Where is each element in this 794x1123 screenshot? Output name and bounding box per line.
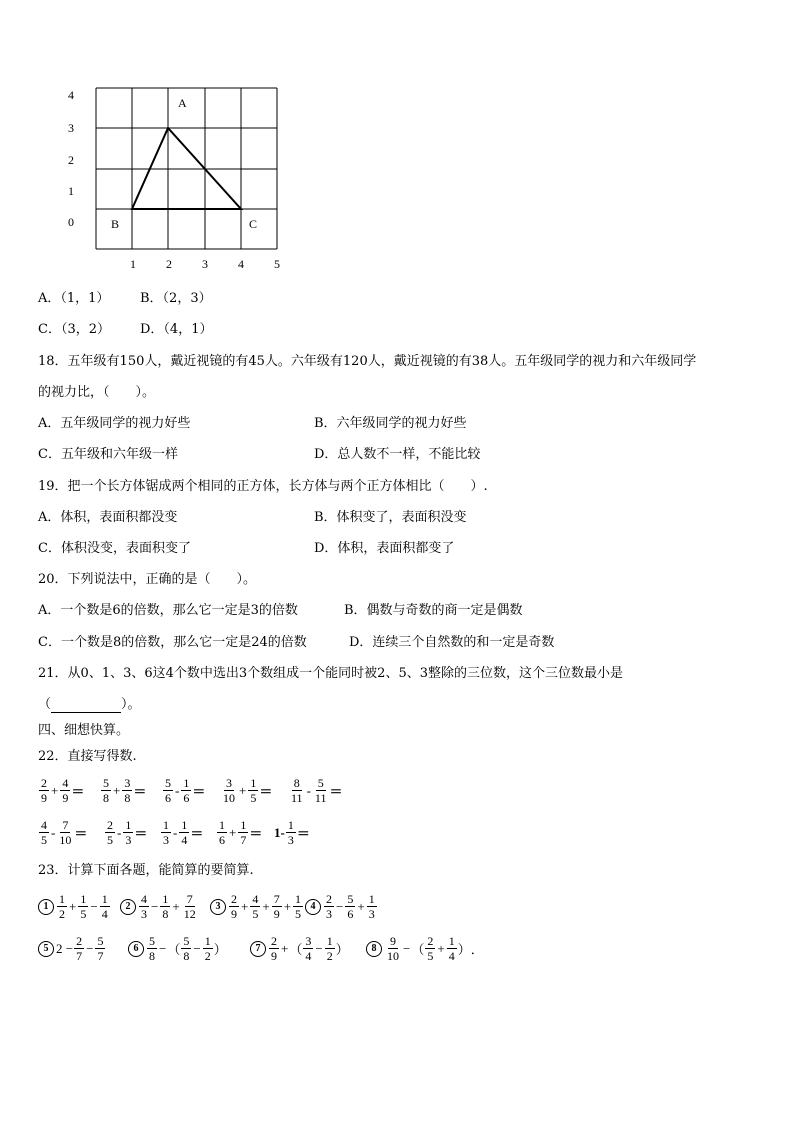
q22-expr-5: $\frac{8}{11}$ - $\frac{5}{11}$ ＝ xyxy=(291,776,343,805)
q18-option-b: B．六年级同学的视力好些 xyxy=(314,416,467,431)
q23-title: 23．计算下面各题，能简算的要简算. xyxy=(38,863,254,878)
fraction: $\frac{4}{5}$ xyxy=(252,892,259,921)
fraction: $\frac{4}{9}$ xyxy=(62,776,69,805)
fraction: $\frac{9}{10}$ xyxy=(387,934,399,963)
section-4-heading: 四、细想快算。 xyxy=(38,723,130,738)
q22-expr-2: $\frac{5}{8}$ + $\frac{3}{8}$ ＝ xyxy=(103,776,147,805)
coordinate-figure xyxy=(60,80,300,280)
y-label-0: 0 xyxy=(68,215,74,229)
q22-expr-9: $\frac{1}{6}$ + $\frac{1}{7}$ ＝ xyxy=(219,818,263,847)
fraction: $\frac{5}{6}$ xyxy=(165,776,171,805)
q19-option-c: C．体积没变，表面积变了 xyxy=(38,541,191,556)
x-label-2: 2 xyxy=(166,257,172,271)
q22-expr-7: $\frac{2}{5}$ - $\frac{1}{3}$ ＝ xyxy=(107,818,148,847)
q17-option-b: B．（2，3） xyxy=(140,291,212,306)
fraction: $\frac{1}{3}$ xyxy=(368,892,375,921)
q21-answer-blank[interactable] xyxy=(51,700,121,713)
q22-expr-1: $\frac{2}{9}$ + $\frac{4}{9}$ ＝ xyxy=(41,776,85,805)
fraction: $\frac{1}{4}$ xyxy=(448,934,455,963)
circled-number-6: 6 xyxy=(128,941,144,957)
q18-stem-line2: 的视力比，（ ）。 xyxy=(38,385,156,400)
fraction: $\frac{3}{8}$ xyxy=(124,776,131,805)
q22-expr-8: $\frac{1}{3}$ - $\frac{1}{4}$ ＝ xyxy=(163,818,204,847)
fraction: $\frac{3}{4}$ xyxy=(305,934,312,963)
circled-number-2: 2 xyxy=(120,899,136,915)
circled-number-4: 4 xyxy=(305,899,321,915)
fraction: $\frac{5}{11}$ xyxy=(314,776,327,805)
fraction: $\frac{2}{9}$ xyxy=(231,892,237,921)
fraction: $\frac{1}{5}$ xyxy=(295,892,302,921)
q20-stem: 20．下列说法中，正确的是（ ）。 xyxy=(38,572,257,587)
q19-option-a: A．体积，表面积都没变 xyxy=(38,510,178,525)
fraction: $\frac{4}{5}$ xyxy=(41,818,47,847)
fraction: $\frac{1}{7}$ xyxy=(240,818,247,847)
fraction: $\frac{5}{8}$ xyxy=(149,934,155,963)
y-label-1: 1 xyxy=(68,184,74,198)
fraction: $\frac{2}{5}$ xyxy=(427,934,434,963)
fraction: $\frac{7}{9}$ xyxy=(273,892,280,921)
point-label-b: B xyxy=(111,217,120,231)
fraction: $\frac{5}{6}$ xyxy=(347,892,354,921)
q22-expr-4: $\frac{3}{10}$ + $\frac{1}{5}$ ＝ xyxy=(223,776,273,805)
fraction: $\frac{2}{5}$ xyxy=(107,818,113,847)
circled-number-5: 5 xyxy=(38,941,54,957)
q17-option-c: C．（3，2） xyxy=(38,322,110,337)
q22-expr-6: $\frac{4}{5}$ - $\frac{7}{10}$ ＝ xyxy=(41,818,88,847)
q22-title: 22．直接写得数. xyxy=(38,749,137,764)
fraction: $\frac{2}{9}$ xyxy=(271,934,277,963)
q17-option-a: A．（1，1） xyxy=(38,291,110,306)
fraction: $\frac{1}{3}$ xyxy=(287,818,294,847)
q19-option-d: D．体积，表面积都变了 xyxy=(314,541,455,556)
q18-option-d: D．总人数不一样，不能比较 xyxy=(314,447,481,462)
q21-stem: 21．从0、1、3、6这4个数中选出3个数组成一个能同时被2、5、3整除的三位数，这个三位数最小是 xyxy=(38,666,623,681)
fraction: $\frac{1}{3}$ xyxy=(163,818,169,847)
q21-open-paren: （ xyxy=(38,697,52,712)
q23-expr-3: 3 $\frac{2}{9}$ + $\frac{4}{5}$ + $\frac{7}{9}$ + $\frac{1}{5}$ xyxy=(210,892,304,921)
fraction: $\frac{1}{2}$ xyxy=(326,934,333,963)
q23-expr-1: 1 $\frac{1}{2}$ + $\frac{1}{5}$ − $\frac{1}{4}$ xyxy=(38,892,111,921)
x-label-4: 4 xyxy=(238,257,244,271)
fraction: $\frac{1}{4}$ xyxy=(181,818,188,847)
q18-stem-line1: 18．五年级有150人，戴近视镜的有45人。六年级有120人，戴近视镜的有38人。五年级同学的视力和六年级同学 xyxy=(38,354,697,369)
fraction: $\frac{1}{8}$ xyxy=(162,892,169,921)
fraction: $\frac{1}{2}$ xyxy=(204,934,211,963)
fraction: $\frac{2}{3}$ xyxy=(326,892,332,921)
fraction: $\frac{5}{7}$ xyxy=(97,934,104,963)
circled-number-8: 8 xyxy=(366,941,382,957)
q19-option-b: B．体积变了，表面积没变 xyxy=(314,510,467,525)
q19-stem: 19．把一个长方体锯成两个相同的正方体，长方体与两个正方体相比（ ）. xyxy=(38,479,488,494)
y-label-3: 3 xyxy=(68,121,74,135)
fraction: $\frac{3}{10}$ xyxy=(223,776,235,805)
q18-option-c: C．五年级和六年级一样 xyxy=(38,447,178,462)
q20-option-b: B．偶数与奇数的商一定是偶数 xyxy=(344,603,523,618)
q21-answer-line xyxy=(38,697,141,713)
q23-expr-7: 7 $\frac{2}{9}$ + （ $\frac{3}{4}$ − $\frac{1}{2}$ ） xyxy=(250,934,349,963)
q23-expr-5: 5 2 − $\frac{2}{7}$ − $\frac{5}{7}$ xyxy=(38,934,106,963)
q21-close-paren: ）。 xyxy=(121,697,141,712)
circled-number-1: 1 xyxy=(38,899,54,915)
q23-expr-6: 6 $\frac{5}{8}$ − （ $\frac{5}{8}$ − $\frac{1}{2}$ ） xyxy=(128,934,227,963)
fraction: $\frac{2}{9}$ xyxy=(41,776,47,805)
fraction: $\frac{4}{3}$ xyxy=(141,892,147,921)
fraction: $\frac{1}{3}$ xyxy=(125,818,132,847)
y-label-2: 2 xyxy=(68,153,74,167)
y-label-4: 4 xyxy=(68,88,74,102)
fraction: $\frac{1}{4}$ xyxy=(101,892,108,921)
q18-option-a: A．五年级同学的视力好些 xyxy=(38,416,191,431)
point-label-c: C xyxy=(249,217,258,231)
fraction: $\frac{1}{5}$ xyxy=(80,892,87,921)
q23-expr-4: 4 $\frac{2}{3}$ − $\frac{5}{6}$ + $\frac{1}{3}$ xyxy=(305,892,378,921)
fraction: $\frac{8}{11}$ xyxy=(291,776,303,805)
q20-option-c: C．一个数是8的倍数，那么它一定是24的倍数 xyxy=(38,635,307,650)
fraction: $\frac{7}{12}$ xyxy=(183,892,196,921)
fraction: $\frac{1}{5}$ xyxy=(250,776,257,805)
x-label-3: 3 xyxy=(202,257,208,271)
q20-option-a: A．一个数是6的倍数，那么它一定是3的倍数 xyxy=(38,603,298,618)
q17-option-d: D．（4，1） xyxy=(140,322,213,337)
q22-expr-3: $\frac{5}{6}$ - $\frac{1}{6}$ ＝ xyxy=(165,776,206,805)
fraction: $\frac{1}{6}$ xyxy=(183,776,190,805)
fraction: $\frac{1}{2}$ xyxy=(59,892,65,921)
circled-number-7: 7 xyxy=(250,941,266,957)
q22-expr-10: 1- $\frac{1}{3}$ ＝ xyxy=(274,818,310,847)
q23-expr-2: 2 $\frac{4}{3}$ − $\frac{1}{8}$ + $\frac{7}{12}$ xyxy=(120,892,199,921)
x-label-5: 5 xyxy=(274,257,280,271)
fraction: $\frac{5}{8}$ xyxy=(103,776,109,805)
x-label-1: 1 xyxy=(130,257,136,271)
fraction: $\frac{5}{8}$ xyxy=(183,934,190,963)
circled-number-3: 3 xyxy=(210,899,226,915)
fraction: $\frac{7}{10}$ xyxy=(59,818,72,847)
fraction: $\frac{2}{7}$ xyxy=(76,934,83,963)
fraction: $\frac{1}{6}$ xyxy=(219,818,225,847)
q20-option-d: D．连续三个自然数的和一定是奇数 xyxy=(349,635,555,650)
point-label-a: A xyxy=(178,96,187,110)
q23-expr-8: 8 $\frac{9}{10}$ − （ $\frac{2}{5}$ + $\frac{1}{4}$ ） ． xyxy=(366,934,484,963)
